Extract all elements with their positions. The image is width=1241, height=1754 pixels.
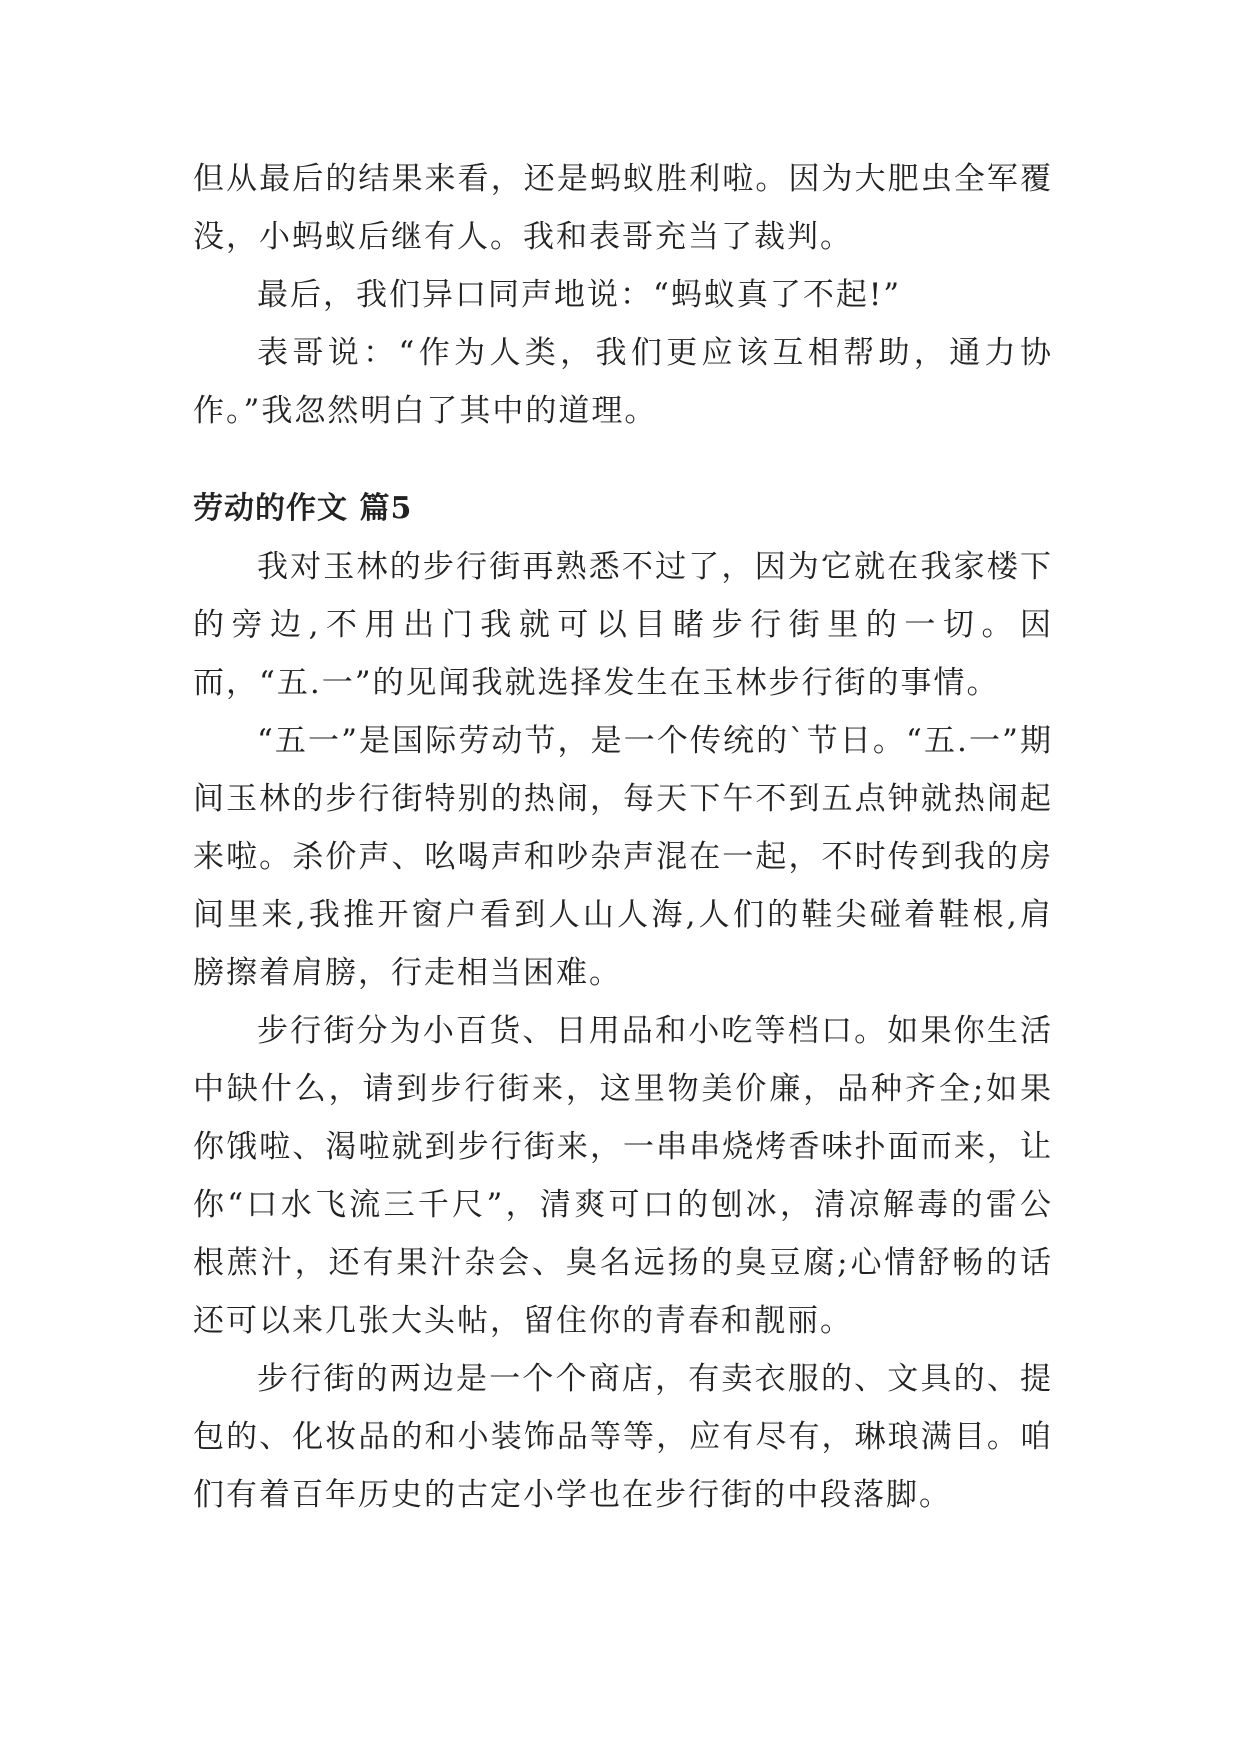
section-title: 劳动的作文 篇5 [193,491,413,526]
paragraph: 步行街分为小百货、日用品和小吃等档口。如果你生活中缺什么，请到步行街来，这里物美价廉，品种齐全;如果你饿啦、渴啦就到步行街来，一串串烧烤香味扑面而来，让你“口水飞流三千尺”，清爽可口的刨冰，清凉解毒的雷公根蔗汁，还有果汁杂会、臭名远扬的臭豆腐;心情舒畅的话还可以来几张大头帖，留住你的青春和靓丽。 [193,1013,1053,1339]
paragraph: “五一”是国际劳动节，是一个传统的`节日。“五.一”期间玉林的步行街特别的热闹，每天下午不到五点钟就热闹起来啦。杀价声、吆喝声和吵杂声混在一起，不时传到我的房间里来,我推开窗户看到人山人海,人们的鞋尖碰着鞋根,肩膀擦着肩膀，行走相当困难。 [193,723,1053,991]
paragraph: 步行街的两边是一个个商店，有卖衣服的、文具的、提包的、化妆品的和小装饰品等等，应有尽有，琳琅满目。咱们有着百年历史的古定小学也在步行街的中段落脚。 [193,1361,1053,1513]
document-body [193,150,1053,1524]
paragraph-continuation: 但从最后的结果来看，还是蚂蚁胜利啦。因为大肥虫全军覆没，小蚂蚁后继有人。我和表哥充当了裁判。 [193,161,1053,255]
paragraph: 我对玉林的步行街再熟悉不过了，因为它就在我家楼下的旁边,不用出门我就可以目睹步行街里的一切。因而，“五.一”的见闻我就选择发生在玉林步行街的事情。 [193,549,1053,701]
paragraph: 表哥说：“作为人类，我们更应该互相帮助，通力协作。”我忽然明白了其中的道理。 [193,335,1053,429]
paragraph: 最后，我们异口同声地说：“蚂蚁真了不起!” [257,277,902,313]
